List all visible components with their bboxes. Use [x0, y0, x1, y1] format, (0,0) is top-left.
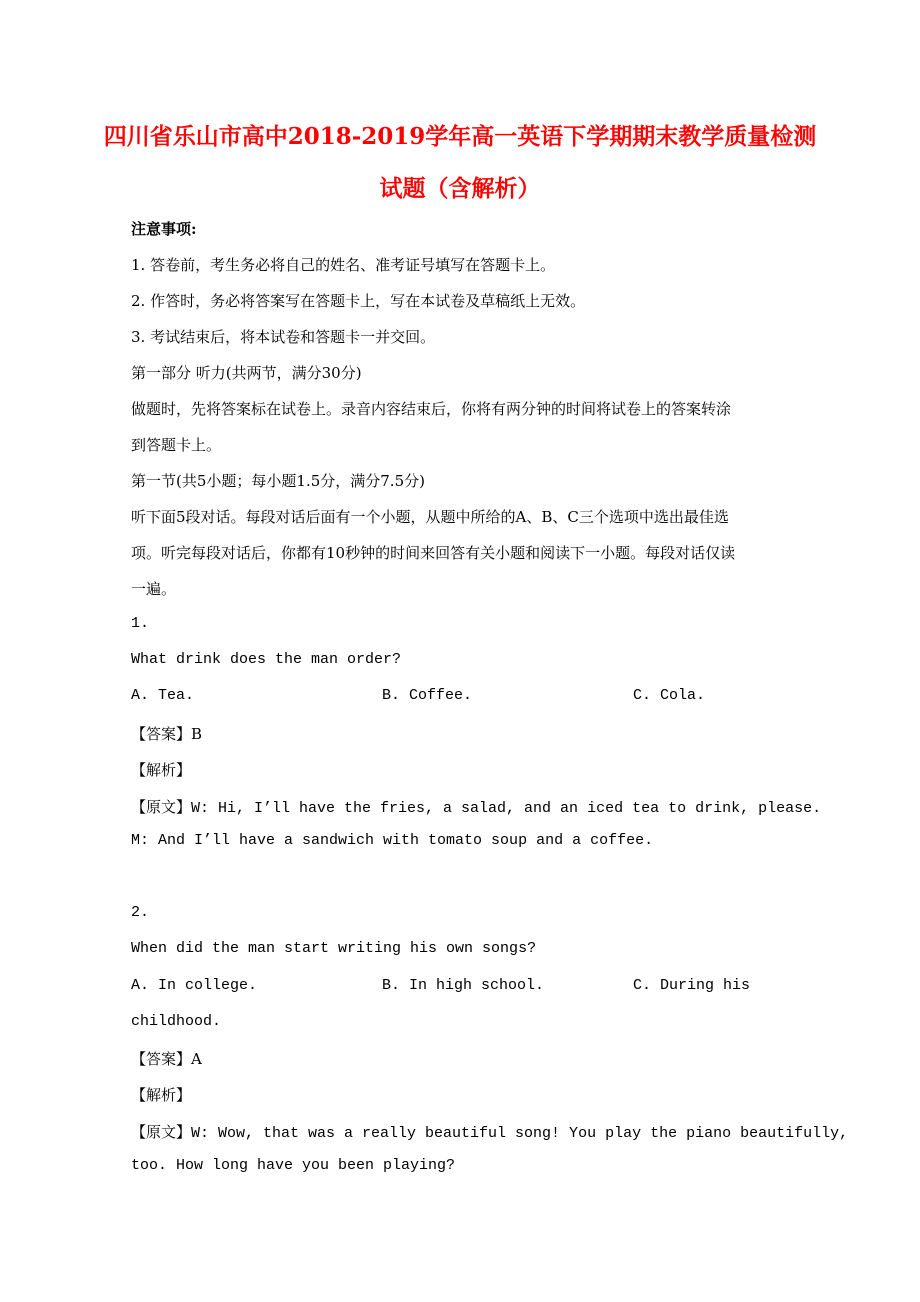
section1-heading: 第一节(共5小题；每小题1.5分，满分7.5分) [131, 472, 425, 490]
question-text: What drink does the man order? [131, 651, 402, 668]
notice-heading: 注意事项: [131, 220, 197, 238]
question-number: 1. [131, 615, 150, 632]
document-title-line2: 试题（含解析） [379, 175, 541, 202]
transcript-line1: 【原文】W: Hi, I’ll have the fries, a salad, and an iced tea to drink, please. [131, 800, 822, 817]
analysis-label: 【解析】 [131, 1086, 192, 1104]
option-a: A. In college. [131, 977, 258, 994]
transcript-line2: too. How long have you been playing? [131, 1157, 456, 1174]
notice-item-3: 3. 考试结束后，将本试卷和答题卡一并交回。 [131, 328, 436, 346]
question-text: When did the man start writing his own songs? [131, 940, 537, 957]
section1-instructions-line3: 一遍。 [131, 580, 177, 598]
section1-instructions-line2: 项。听完每段对话后，你都有10秒钟的时间来回答有关小题和阅读下一小题。每段对话仅读 [131, 544, 736, 562]
section1-instructions-line1: 听下面5段对话。每段对话后面有一个小题，从题中所给的A、B、C三个选项中选出最佳选 [131, 508, 729, 526]
option-c-continuation: childhood. [131, 1013, 222, 1030]
option-c: C. Cola. [633, 687, 706, 704]
part1-instructions-line2: 到答题卡上。 [131, 436, 222, 454]
option-c: C. During his [633, 977, 751, 994]
part1-instructions-line1: 做题时，先将答案标在试卷上。录音内容结束后，你将有两分钟的时间将试卷上的答案转涂 [131, 400, 732, 418]
transcript-line2: M: And I’ll have a sandwich with tomato soup and a coffee. [131, 832, 654, 849]
notice-item-1: 1. 答卷前，考生务必将自己的姓名、准考证号填写在答题卡上。 [131, 256, 556, 274]
question-number: 2. [131, 904, 150, 921]
notice-item-2: 2. 作答时，务必将答案写在答题卡上，写在本试卷及草稿纸上无效。 [131, 292, 586, 310]
answer-label: 【答案】B [131, 725, 203, 743]
part1-heading: 第一部分 听力(共两节，满分30分) [131, 364, 362, 382]
option-b: B. In high school. [382, 977, 545, 994]
option-a: A. Tea. [131, 687, 195, 704]
transcript-line1: 【原文】W: Wow, that was a really beautiful song! You play the piano beautifully, [131, 1125, 849, 1142]
option-b: B. Coffee. [382, 687, 473, 704]
document-title-line1: 四川省乐山市高中2018-2019学年高一英语下学期期末教学质量检测 [103, 123, 817, 150]
analysis-label: 【解析】 [131, 761, 192, 779]
answer-label: 【答案】A [131, 1050, 202, 1068]
